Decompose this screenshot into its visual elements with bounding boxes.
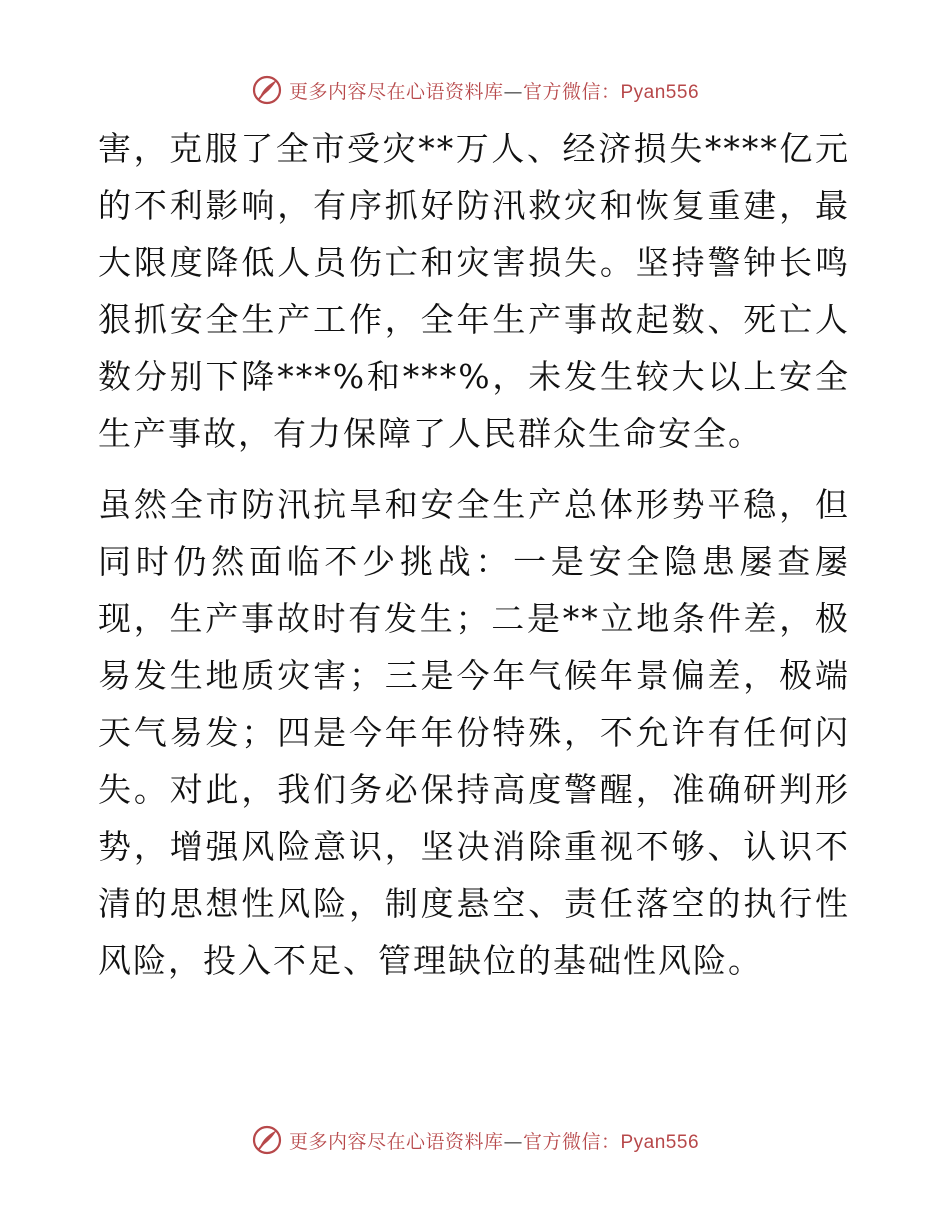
header-watermark: [0, 72, 950, 108]
watermark-text: 更多内容尽在心语资料库—官方微信：Pyan556: [288, 80, 700, 103]
quill-logo-icon: [251, 74, 283, 106]
footer-watermark: [0, 1122, 950, 1158]
watermark-text: 更多内容尽在心语资料库—官方微信：Pyan556: [288, 1130, 700, 1153]
quill-logo-icon: [251, 1124, 283, 1156]
paragraph-1: 害，克服了全市受灾**万人、经济损失****亿元的不利影响，有序抓好防汛救灾和恢复重建，最大限度降低人员伤亡和灾害损失。坚持警钟长鸣狠抓安全生产工作，全年生产事故起数、死亡人数分别下降***%和***%，未发生较大以上安全生产事故，有力保障了人民群众生命安全。: [98, 129, 850, 453]
document-body: [98, 120, 850, 989]
paragraph-2: 虽然全市防汛抗旱和安全生产总体形势平稳，但同时仍然面临不少挑战：一是安全隐患屡查屡现，生产事故时有发生；二是**立地条件差，极易发生地质灾害；三是今年气候年景偏差，极端天气易发；四是今年年份特殊，不允许有任何闪失。对此，我们务必保持高度警醒，准确研判形势，增强风险意识，坚决消除重视不够、认识不清的思想性风险，制度悬空、责任落空的执行性风险，投入不足、管理缺位的基础性风险。: [98, 485, 850, 980]
